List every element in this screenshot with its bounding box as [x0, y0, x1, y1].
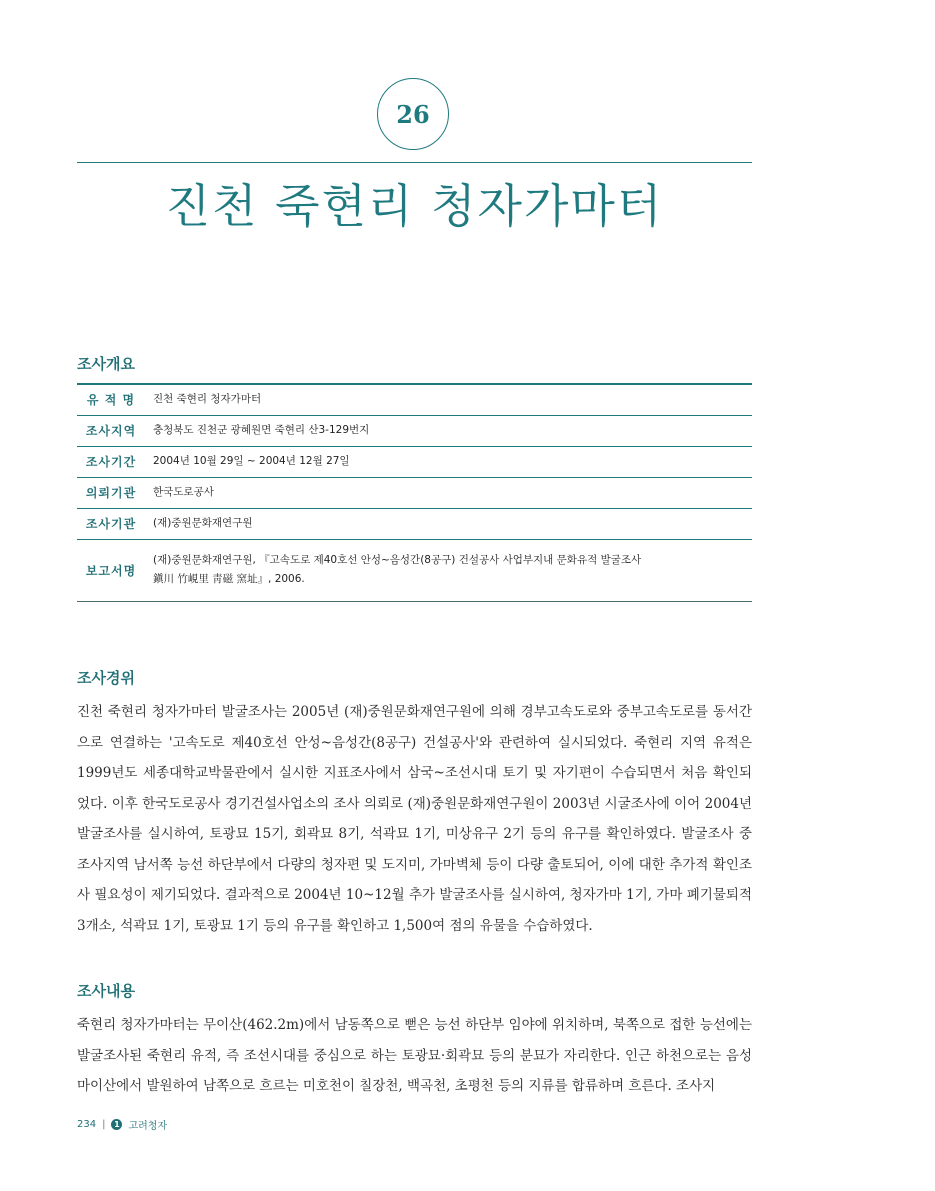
table-row [77, 446, 752, 477]
row-label: 조사지역 [77, 415, 145, 446]
row-value: 한국도로공사 [145, 477, 752, 508]
row-value: 충청북도 진천군 광혜원면 죽현리 산3-129번지 [145, 415, 752, 446]
page-number: 234 [77, 1119, 97, 1130]
background-heading: 조사경위 [77, 669, 135, 687]
row-value: 진천 죽현리 청자가마터 [145, 384, 752, 415]
section-name: 고려청자 [128, 1121, 168, 1132]
row-value: (재)중원문화재연구원 [145, 508, 752, 539]
row-label: 유 적 명 [77, 384, 145, 415]
footer-separator: | [102, 1119, 106, 1130]
title-divider [77, 162, 752, 163]
overview-heading: 조사개요 [77, 355, 135, 373]
row-label: 보고서명 [85, 563, 137, 578]
table-row [77, 477, 752, 508]
content-heading: 조사내용 [77, 982, 135, 1000]
section-number-icon: 1 [111, 1119, 122, 1130]
background-paragraph: 진천 죽현리 청자가마터 발굴조사는 2005년 (재)중원문화재연구원에 의해 경부고속도로와 중부고속도로를 동서간으로 연결하는 '고속도로 제40호선 안성~음성간(8공구) 건설공사'와 관련하여 실시되었다. 죽현리 지역 유적은 1999년도 세종대학교박물관에서 실시한 지표조사에서 삼국~조선시대 토기 및 자기편이 수습되면서 처음 확인되었다. 이후 한국도로공사 경기건설사업소의 조사 의뢰로 (재)중원문화재연구원이 2003년 시굴조사에 이어 2004년 발굴조사를 실시하여, 토광묘 15기, 회곽묘 8기, 석곽묘 1기, 미상유구 2기 등의 유구를 확인하였다. 발굴조사 중 조사지역 남서쪽 능선 하단부에서 다량의 청자편 및 도지미, 가마벽체 등이 다량 출토되어, 이에 대한 추가적 확인조사 필요성이 제기되었다. 결과적으로 2004년 10~12월 추가 발굴조사를 실시하여, 청자가마 1기, 가마 폐기물퇴적 3개소, 석곽묘 1기, 토광묘 1기 등의 유구를 확인하고 1,500여 점의 유물을 수습하였다. [77, 704, 752, 934]
row-label: 의뢰기관 [77, 477, 145, 508]
row-value [145, 539, 752, 601]
overview-table [77, 383, 752, 602]
row-label: 조사기간 [77, 446, 145, 477]
report-title-line-2: 鎭川 竹峴里 靑磁 窯址』, 2006. [153, 573, 305, 585]
table-row [77, 384, 752, 415]
table-row [77, 539, 752, 601]
row-value: 2004년 10월 29일 ~ 2004년 12월 27일 [145, 446, 752, 477]
report-title-line-1: (재)중원문화재연구원, 『고속도로 제40호선 안성~음성간(8공구) 건설공사 사업부지내 문화유적 발굴조사 [153, 554, 642, 566]
table-row [77, 508, 752, 539]
chapter-number-badge [377, 78, 449, 150]
page-footer [77, 1117, 167, 1132]
content-paragraph: 죽현리 청자가마터는 무이산(462.2m)에서 남동쪽으로 뻗은 능선 하단부 임야에 위치하며, 북쪽으로 접한 능선에는 발굴조사된 죽현리 유적, 즉 조선시대를 중심으로 하는 토광묘·회곽묘 등의 분묘가 자리한다. 인근 하천으로는 음성 마이산에서 발원하여 남쪽으로 흐르는 미호천이 칠장천, 백곡천, 초평천 등의 지류를 합류하며 흐른다. 조사지 [77, 1017, 752, 1094]
page-title: 진천 죽현리 청자가마터 [165, 179, 664, 233]
row-label: 조사기관 [77, 508, 145, 539]
table-row [77, 415, 752, 446]
chapter-number: 26 [396, 99, 430, 129]
